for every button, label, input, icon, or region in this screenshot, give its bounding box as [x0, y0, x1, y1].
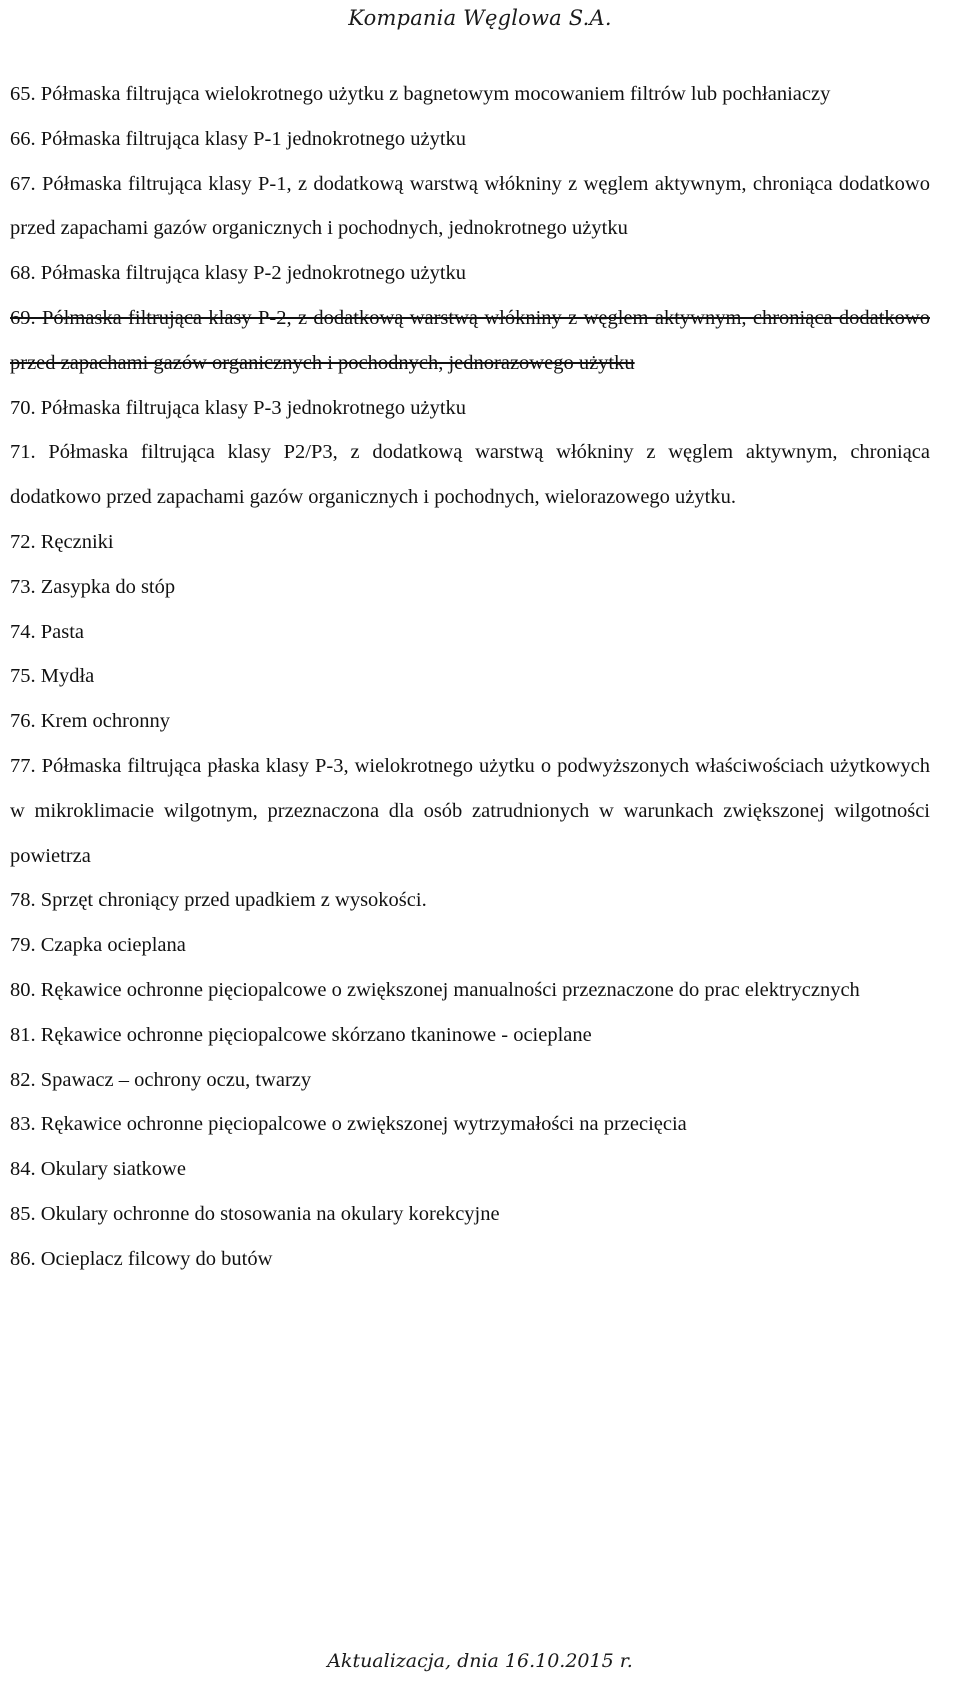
update-date-footer: Aktualizacja, dnia 16.10.2015 r. — [327, 1650, 633, 1672]
item-list — [10, 72, 930, 1282]
list-item-77: 77. Półmaska filtrująca płaska klasy P-3, wielokrotnego użytku o podwyższonych właściwościach użytkowych w mikroklimacie wilgotnym, przeznaczona dla osób zatrudnionych w warunkach zwiększonej wilgotności powietrza — [10, 754, 930, 867]
list-item-66: 66. Półmaska filtrująca klasy P-1 jednokrotnego użytku — [10, 127, 467, 150]
list-item-70: 70. Półmaska filtrująca klasy P-3 jednokrotnego użytku — [10, 396, 467, 419]
list-item-65: 65. Półmaska filtrująca wielokrotnego użytku z bagnetowym mocowaniem filtrów lub pochłaniaczy — [10, 83, 831, 105]
list-item-73: 73. Zasypka do stóp — [10, 575, 176, 598]
list-item-72: 72. Ręczniki — [10, 530, 114, 553]
list-item-76: 76. Krem ochronny — [10, 710, 170, 733]
list-item-71: 71. Półmaska filtrująca klasy P2/P3, z dodatkową warstwą włókniny z węglem aktywnym, chroniąca dodatkowo przed zapachami gazów organicznych i pochodnych, wielorazowego użytku. — [10, 441, 930, 509]
list-item-86: 86. Ocieplacz filcowy do butów — [10, 1247, 273, 1270]
list-item-75: 75. Mydła — [10, 665, 95, 688]
list-item-68: 68. Półmaska filtrująca klasy P-2 jednokrotnego użytku — [10, 262, 467, 285]
company-header: Kompania Węglowa S.A. — [348, 6, 612, 30]
list-item-69-struck: 69. Półmaska filtrująca klasy P-2, z dodatkową warstwą włókniny z węglem aktywnym, chroniąca dodatkowo przed zapachami gazów organicznych i pochodnych, jednorazowego użytku — [10, 306, 930, 374]
list-item-78: 78. Sprzęt chroniący przed upadkiem z wysokości. — [10, 889, 427, 912]
list-item-81: 81. Rękawice ochronne pięciopalcowe skórzano tkaninowe - ocieplane — [10, 1023, 592, 1046]
list-item-83: 83. Rękawice ochronne pięciopalcowe o zwiększonej wytrzymałości na przecięcia — [10, 1113, 687, 1136]
list-item-82: 82. Spawacz – ochrony oczu, twarzy — [10, 1068, 312, 1091]
list-item-79: 79. Czapka ocieplana — [10, 934, 186, 957]
list-item-67: 67. Półmaska filtrująca klasy P-1, z dodatkową warstwą włókniny z węglem aktywnym, chroniąca dodatkowo przed zapachami gazów organicznych i pochodnych, jednokrotnego użytku — [10, 172, 930, 240]
list-item-74: 74. Pasta — [10, 620, 85, 643]
list-item-85: 85. Okulary ochronne do stosowania na okulary korekcyjne — [10, 1202, 500, 1225]
list-item-80: 80. Rękawice ochronne pięciopalcowe o zwiększonej manualności przeznaczone do prac elektrycznych — [10, 978, 860, 1001]
list-item-84: 84. Okulary siatkowe — [10, 1158, 186, 1181]
